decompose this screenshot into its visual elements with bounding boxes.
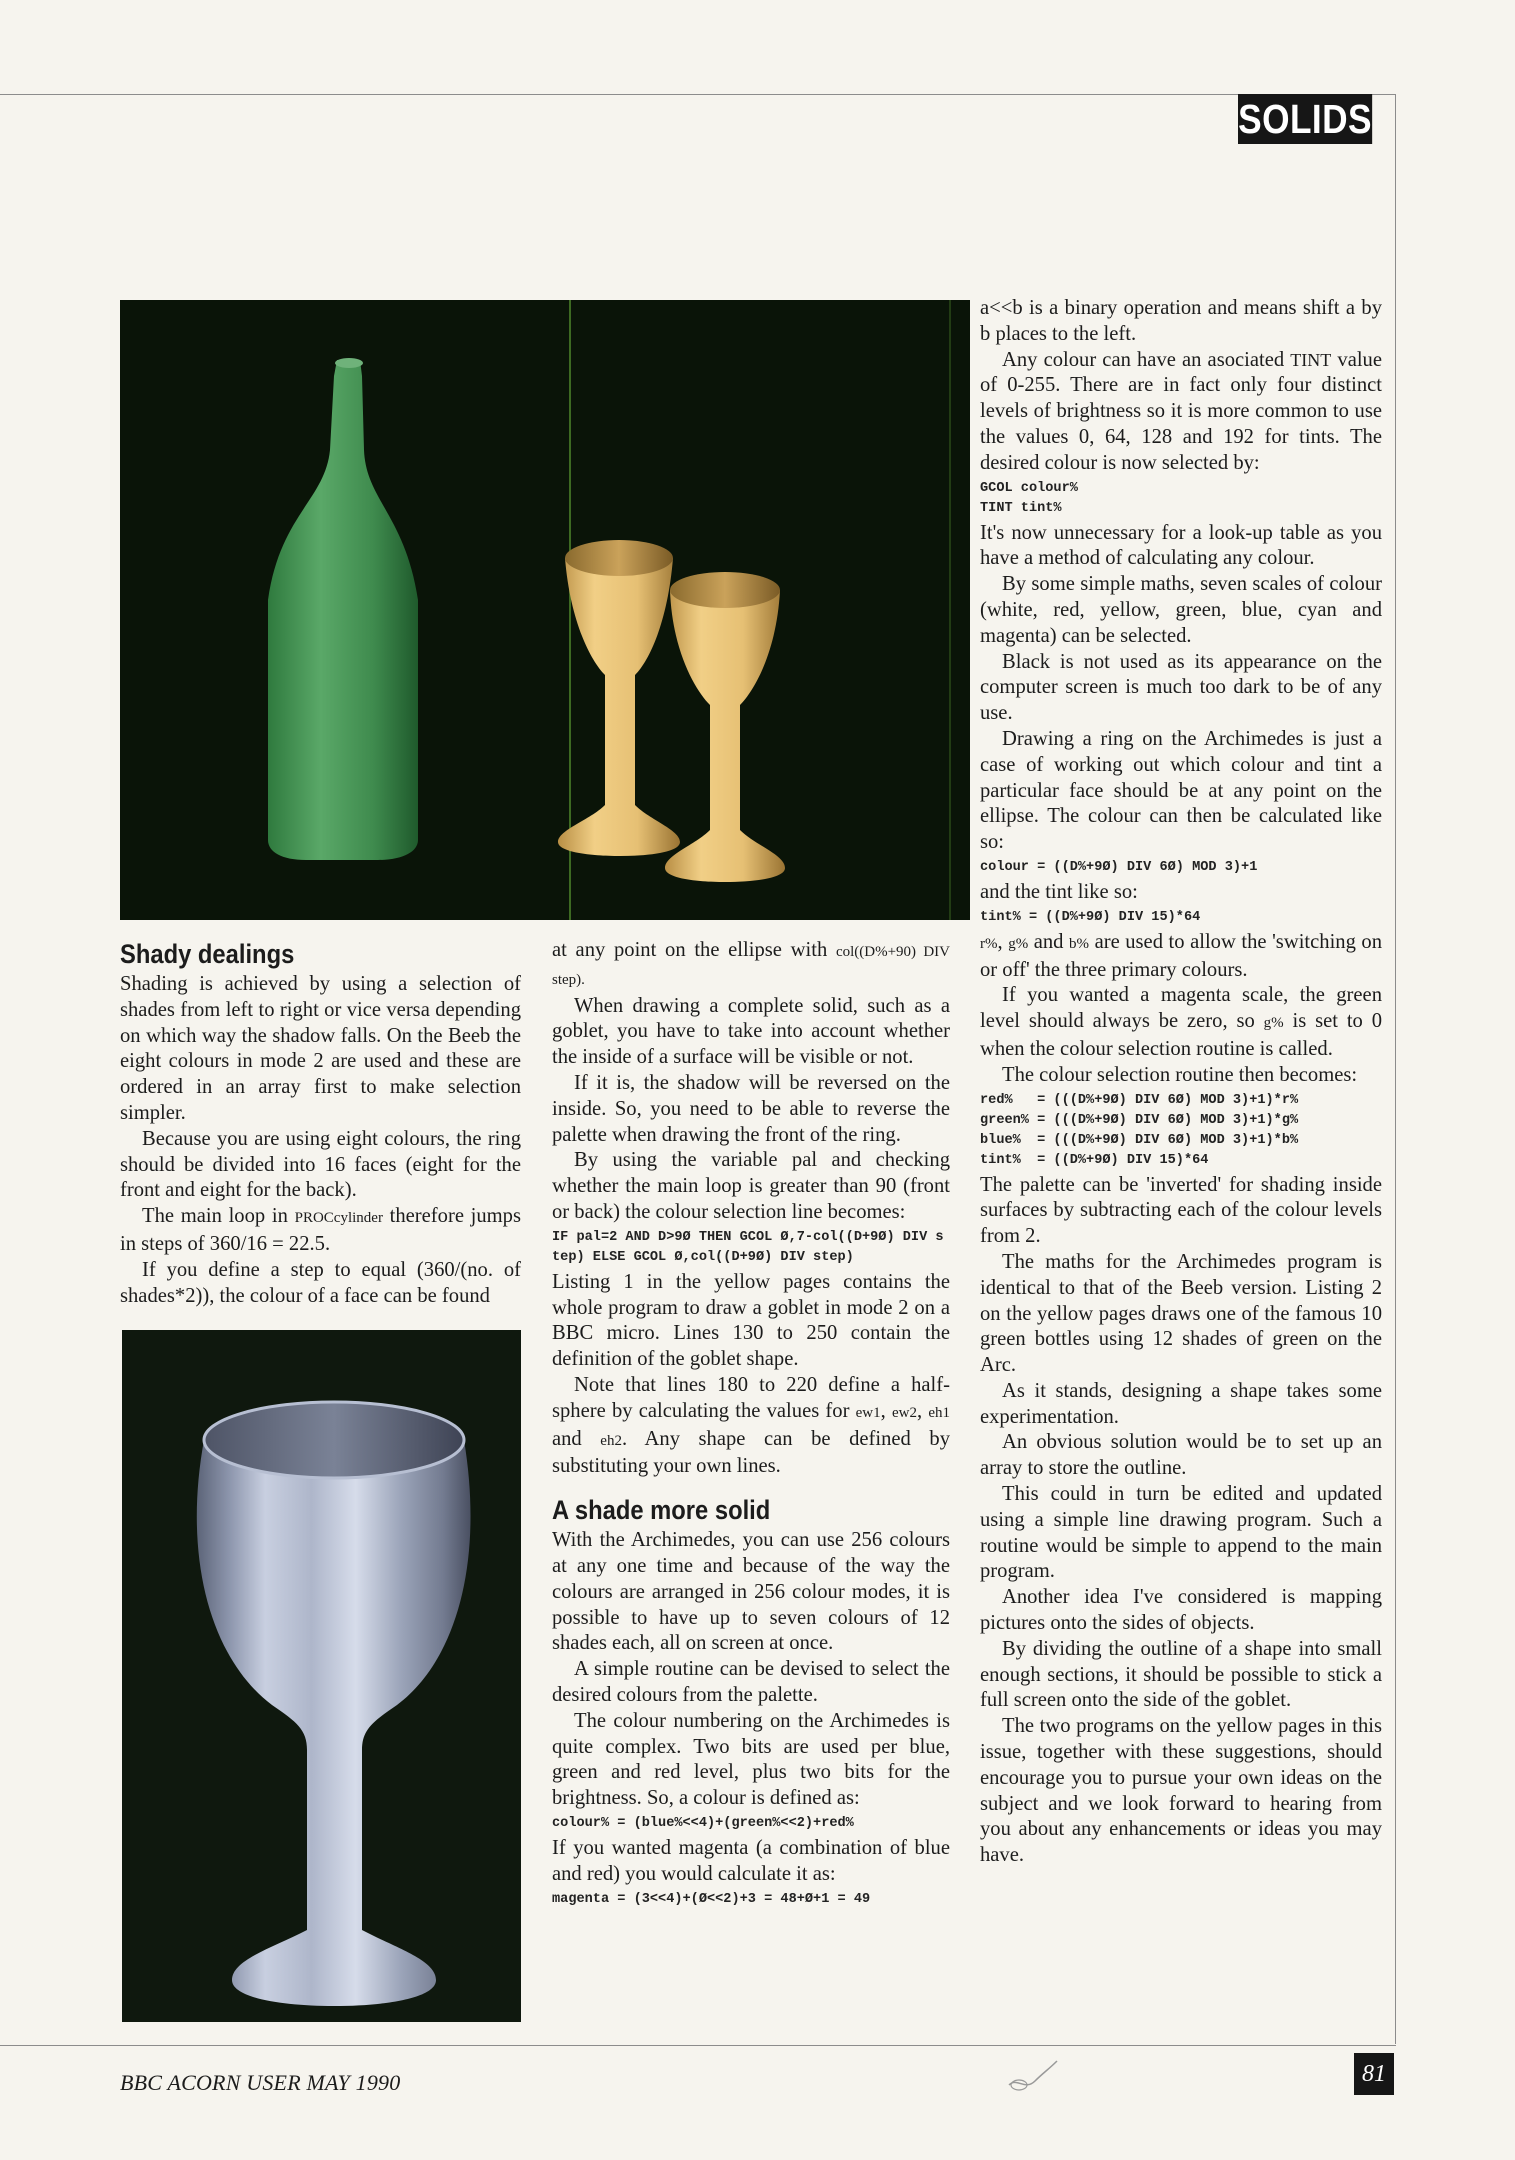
paragraph: Drawing a ring on the Archimedes is just a case of working out which colour and tint a particular face should be at any point on the ellipse. The colour can then be calculated like so: bbox=[980, 727, 1382, 854]
paragraph: If you define a step to equal (360/(no. of shades*2)), the colour of a face can be found bbox=[120, 1258, 521, 1307]
code-listing: red% = (((D%+9Ø) DIV 6Ø) MOD 3)+1)*r% green% = (((D%+9Ø) DIV 6Ø) MOD 3)+1)*g% blue% = (((D%+9Ø) DIV 6Ø) MOD 3)+1)*b% tint% = ((D%+9Ø) DIV 15)*64 bbox=[980, 1092, 1299, 1168]
paragraph: By using the variable pal and checking whether the main loop is greater than 90 (front or back) the colour selection line becomes: bbox=[552, 1149, 950, 1223]
heading-shady-dealings: Shady dealings bbox=[120, 939, 295, 969]
paragraph: A simple routine can be devised to select the desired colours from the palette. bbox=[552, 1658, 950, 1706]
paragraph: By some simple maths, seven scales of colour (white, red, yellow, green, blue, cyan and magenta) can be selected. bbox=[980, 573, 1382, 647]
paragraph: It's now unnecessary for a look-up table as you have a method of calculating any colour. bbox=[980, 521, 1382, 570]
code-listing: tint% = ((D%+9Ø) DIV 15)*64 bbox=[980, 909, 1201, 925]
paragraph: Another idea I've considered is mapping pictures onto the sides of objects. bbox=[980, 1586, 1382, 1635]
tint-keyword: TINT bbox=[1290, 349, 1332, 370]
top-rule bbox=[0, 94, 1396, 95]
paragraph: Note that lines 180 to 220 define a half-sphere by calculating the values for ew1, ew2, eh1 and eh2. Any shape can be defined by substituting your own lines. bbox=[552, 1373, 950, 1478]
paragraph: When drawing a complete solid, such as a goblet, you have to take into account whether the inside of a surface will be visible or not. bbox=[552, 994, 950, 1069]
code-listing: IF pal=2 AND D>9Ø THEN GCOL Ø,7-col((D+9Ø) DIV step) ELSE GCOL Ø,col((D+9Ø) DIV step) bbox=[552, 1229, 944, 1265]
code-listing: colour = ((D%+9Ø) DIV 6Ø) MOD 3)+1 bbox=[980, 859, 1258, 875]
code-term: col((D%+90) DIV step). bbox=[552, 944, 950, 988]
column-left bbox=[120, 938, 521, 1309]
paragraph: Shading is achieved by using a selection of shades from left to right or vice versa depending on which way the shadow falls. On the Beeb the eight colours in mode 2 are used and these are ordered in an array first to make selection simpler. bbox=[120, 973, 521, 1124]
paragraph: If it is, the shadow will be reversed on the inside. So, you need to be able to reverse the palette when drawing the front of the ring. bbox=[552, 1071, 950, 1146]
paragraph: Listing 1 in the yellow pages contains the whole program to draw a goblet in mode 2 on a BBC micro. Lines 130 to 250 contain the definition of the goblet shape. bbox=[552, 1270, 950, 1371]
proc-term: PROCcylinder bbox=[294, 1210, 383, 1227]
paragraph: This could in turn be edited and updated using a simple line drawing program. Such a routine would be simple to append to the main program. bbox=[980, 1483, 1382, 1583]
right-rule bbox=[1395, 94, 1396, 2044]
shaded-goblet-image bbox=[122, 1330, 521, 2022]
signature-mark-icon bbox=[1005, 2055, 1065, 2095]
paragraph: An obvious solution would be to set up an array to store the outline. bbox=[980, 1431, 1382, 1480]
paragraph: By dividing the outline of a shape into small enough sections, it should be possible to stick a full screen onto the side of the goblet. bbox=[980, 1637, 1382, 1712]
paragraph: The main loop in PROCcylinder therefore jumps in steps of 360/16 = 22.5. bbox=[120, 1205, 521, 1255]
paragraph: The maths for the Archimedes program is identical to that of the Beeb version. Listing 2 on the yellow pages draws one of the famous 10 green bottles using 12 shades of green on the Arc. bbox=[980, 1250, 1382, 1377]
paragraph: The colour numbering on the Archimedes is quite complex. Two bits are used per blue, green and red level, plus two bits for the brightness. So, a colour is defined as: bbox=[552, 1709, 950, 1810]
code-listing: magenta = (3<<4)+(Ø<<2)+3 = 48+Ø+1 = 49 bbox=[552, 1891, 871, 1907]
paragraph: at any point on the ellipse with col((D%+90) DIV step). bbox=[552, 939, 950, 988]
paragraph: and the tint like so: bbox=[980, 880, 1138, 903]
code-listing: colour% = (blue%<<4)+(green%<<2)+red% bbox=[552, 1815, 854, 1831]
code-listing: GCOL colour% TINT tint% bbox=[980, 480, 1078, 516]
bottom-rule bbox=[0, 2045, 1396, 2046]
paragraph: Because you are using eight colours, the ring should be divided into 16 faces (eight for the front and eight for the back). bbox=[120, 1127, 521, 1202]
paragraph: The palette can be 'inverted' for shading inside surfaces by subtracting each of the colour levels from 2. bbox=[980, 1173, 1382, 1248]
publication-footer: BBC ACORN USER MAY 1990 bbox=[120, 2070, 401, 2095]
bottle-goblets-image bbox=[120, 300, 970, 920]
paragraph: If you wanted magenta (a combination of blue and red) you would calculate it as: bbox=[552, 1836, 950, 1885]
page-number: 81 bbox=[1354, 2053, 1394, 2095]
heading-a-shade-more-solid: A shade more solid bbox=[552, 1495, 771, 1526]
paragraph: The two programs on the yellow pages in this issue, together with these suggestions, should encourage you to pursue your own ideas on the subject and we look forward to hearing from you about any enhancements or ideas you may have. bbox=[980, 1715, 1382, 1867]
column-right bbox=[980, 296, 1382, 1869]
paragraph: As it stands, designing a shape takes some experimentation. bbox=[980, 1379, 1382, 1428]
paragraph: r%, g% and b% are used to allow the 'switching on or off' the three primary colours. bbox=[980, 930, 1383, 981]
section-tag: SOLIDS bbox=[1238, 94, 1372, 144]
paragraph: Black is not used as its appearance on the computer screen is much too dark to be of any use. bbox=[980, 650, 1382, 725]
paragraph: The colour selection routine then becomes: bbox=[1002, 1063, 1358, 1086]
paragraph: If you wanted a magenta scale, the green level should always be zero, so g% is set to 0 when the colour selection routine is called. bbox=[980, 984, 1382, 1060]
paragraph: a<<b is a binary operation and means shift a by b places to the left. bbox=[980, 297, 1382, 345]
paragraph: With the Archimedes, you can use 256 colours at any one time and because of the way the colours are arranged in 256 colour modes, it is possible to have up to seven colours of 12 shades each, all on screen at once. bbox=[552, 1529, 950, 1655]
paragraph: Any colour can have an asociated TINT value of 0-255. There are in fact only four distinct levels of brightness so it is more common to use the values 0, 64, 128 and 192 for tints. The desired colour is now selected by: bbox=[980, 348, 1382, 474]
column-middle-top bbox=[552, 938, 950, 1912]
